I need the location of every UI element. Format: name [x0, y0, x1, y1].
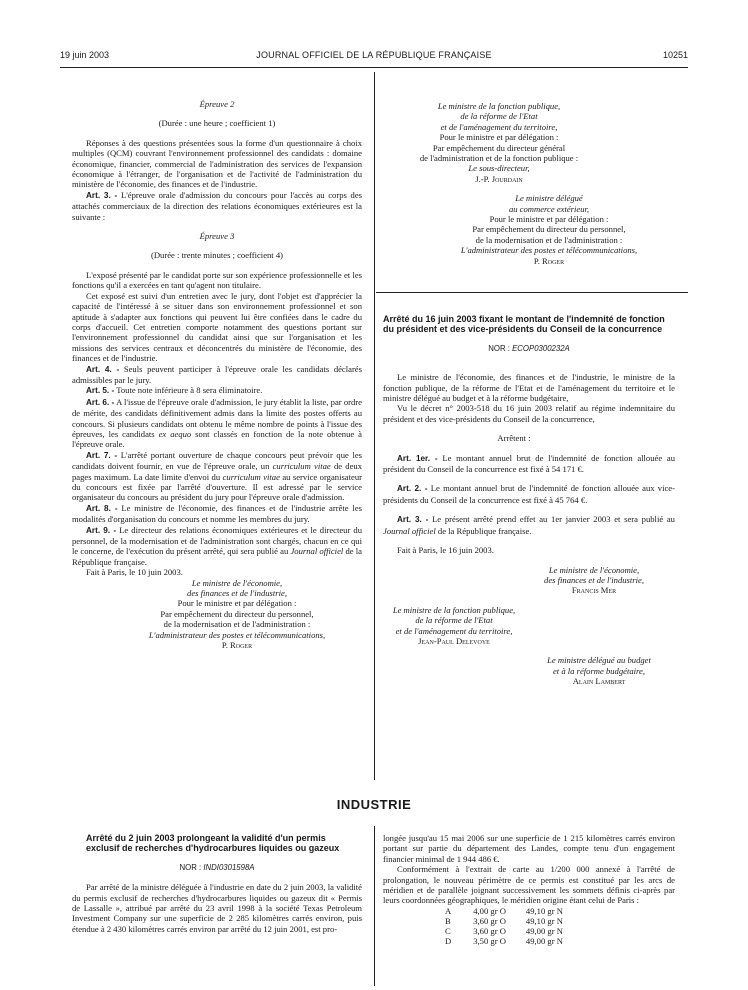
epreuve-2-duration: (Durée : une heure ; coefficient 1) — [158, 118, 276, 129]
signature-line: et à la réforme budgétaire, — [552, 665, 646, 676]
decree-arretent: Arrêtent : — [497, 433, 531, 444]
decree-article-1: Art. 1er. - Le montant annuel brut de l'indemnité de fonction allouée au président du Conseil de la concurrence est fixé à 54 171 €. — [383, 452, 675, 475]
signature-line: Le sous-directeur, — [468, 163, 530, 174]
signature-line: Par empêchement du directeur général — [432, 142, 566, 153]
column-divider-top — [374, 72, 375, 780]
article-5: Art. 5. - Toute note inférieure à 8 sera éliminatoire. — [86, 385, 263, 396]
signature-line: de la modernisation et de l'administration : — [475, 234, 623, 245]
signatory-name: Francis Mer — [571, 585, 617, 596]
article-9: Art. 9. - Le directeur des relations économiques extérieures et le directeur du personnel, de la modernisation et de l'administration sont chargés, chacun en ce qui le concerne, de l'exécution du présent arrêté, qui sera publié au Journal officiel de la République française. — [72, 524, 362, 567]
signature-line: Le ministre de la fonction publique, — [437, 101, 561, 111]
summit-label: A — [445, 905, 452, 916]
signature-line: Par empêchement du directeur du personnel, — [472, 224, 626, 235]
signatory-name: Jean-Paul Delevoye — [418, 635, 490, 646]
signature-line: de la réforme de l'Etat — [460, 111, 538, 122]
signatory-name: P. Roger — [533, 255, 565, 266]
article-7: Art. 7. - L'arrêté portant ouverture de chaque concours peut prévoir que les candidats doivent fournir, en vue de l'épreuve orale, un curriculum vitae de deux pages maximum. La date limite d'envoi du curriculum vitae au service organisateur du concours est fixée par l'arrêté d'ouverture. Il est adressé par le service organisateur du concours au président du jury pour l'épreuve orale d'admission. — [72, 449, 363, 503]
signature-line: L'administrateur des postes et télécommunications, — [148, 629, 326, 640]
signature-block-commerce-exterieur — [383, 193, 675, 266]
coordinate-row — [445, 916, 569, 926]
latitude-cell: 49,10 gr N — [525, 915, 563, 926]
coordinate-row — [445, 926, 569, 936]
article-4: Art. 4. - Seuls peuvent participer à l'épreuve orale les candidats déclarés admissibles par le jury. — [72, 363, 362, 385]
signature-block-budget — [383, 655, 675, 686]
signature-line: L'administrateur des postes et télécommunications, — [460, 245, 638, 256]
epreuve-2-title: Épreuve 2 — [199, 99, 235, 109]
section-heading-industrie: INDUSTRIE — [336, 797, 412, 812]
epreuve-2-text: Réponses à des questions présentées sous la forme d'un questionnaire à choix multiples (QCM) couvrant l'environnement professionnel des candidats : domaine économique, financier, commercial de l'administration des services de l'expansion économique à l'étranger, de l'organisation et de l'activité de l'administration du ministère de l'économie, des finances et de l'industrie. — [72, 137, 362, 190]
signature-line: au commerce extérieur, — [508, 203, 590, 214]
longitude-cell: 3,60 gr O — [473, 915, 506, 926]
epreuve-3-para-1: L'exposé présenté par le candidat porte sur son expérience professionnelle et les fonctions qu'il a exercées en tant qu'agent non titulaire. — [72, 269, 362, 291]
decree-separator — [376, 292, 688, 293]
nor-reference: NOR : ECOP0300232A — [488, 343, 570, 353]
signature-line: Par empêchement du directeur du personnel, — [160, 608, 314, 619]
signature-line: et de l'aménagement du territoire, — [440, 121, 558, 132]
industrie-para-1: Par arrêté de la ministre déléguée à l'industrie en date du 2 juin 2003, la validité du permis exclusif de recherches d'hydrocarbures liquides ou gazeux dit « Permis de Lassalle », attribué par arrêté du 23 avril 1998 à la société Texas Petroleum Investment Company sur une superficie de 2 285 kilomètres carrés environ, puis étendue à 2 430 kilomètres carrés environ par arrêté du 12 juin 2001, est pro- — [72, 882, 362, 934]
signature-line: Le ministre délégué — [515, 193, 583, 204]
decree-article-2: Art. 2. - Le montant annuel brut de l'indemnité de fonction allouée aux vice-présidents du Conseil de la concurrence est fixé à 45 764 €. — [383, 483, 675, 505]
signature-block-fonction-publique — [383, 101, 675, 184]
coordinate-row — [445, 936, 569, 946]
decree-preamble: Le ministre de l'économie, des finances et de l'industrie, le ministre de la fonction publique, de la réforme de l'Etat et de l'aménagement du territoire et le ministre délégué au budget et à la réforme budgétaire, — [383, 372, 675, 404]
epreuve-3-para-2: Cet exposé est suivi d'un entretien avec le jury, dont l'objet est d'apprécier la capacité de l'intéressé à se situer dans son environnement professionnel et son aptitude à s'adapter aux fonctions qui peuvent lui être confiées dans le cadre du corps d'accueil. Cet entretien comporte notamment des questions portant sur l'environnement professionnel du candidat ainsi que sur l'organisation et les missions des services centraux et déconcentrés du ministère de l'économie, des finances et de l'industrie. — [72, 290, 362, 364]
latitude-cell: 49,00 gr N — [525, 935, 563, 946]
signature-line: Le ministre de l'économie, — [191, 577, 283, 588]
coordinates-table — [445, 906, 569, 946]
signature-line: Pour le ministre et par délégation : — [439, 132, 559, 143]
signature-block-economie — [383, 565, 675, 596]
decree-signed-at: Fait à Paris, le 16 juin 2003. — [397, 545, 494, 556]
decree-vu: Vu le décret n° 2003-518 du 16 juin 2003 relatif au régime indemnitaire du président et des vice-présidents du Conseil de la concurrence, — [383, 403, 675, 424]
signature-line: de l'administration et de la fonction publique : — [419, 153, 579, 164]
signature-line: Le ministre délégué au budget — [547, 655, 651, 666]
industrie-left-column — [72, 833, 362, 934]
coordinate-row — [445, 906, 569, 916]
right-column — [383, 101, 675, 266]
column-divider-bottom — [374, 826, 375, 986]
signatory-name: Alain Lambert — [572, 676, 626, 687]
decree-concurrence — [383, 314, 675, 687]
summit-label: C — [445, 925, 451, 936]
industrie-right-column — [383, 833, 675, 946]
signatory-name: P. Roger — [221, 640, 253, 651]
longitude-cell: 4,00 gr O — [473, 905, 506, 916]
latitude-cell: 49,10 gr N — [525, 905, 563, 916]
header-page-number: 10251 — [662, 50, 688, 60]
signed-at: Fait à Paris, le 10 juin 2003. — [86, 567, 183, 578]
epreuve-3-duration: (Durée : trente minutes ; coefficient 4) — [150, 250, 284, 261]
signature-line: des finances et de l'industrie, — [544, 574, 644, 585]
signature-block-fonction-publique-2 — [383, 605, 675, 647]
article-6: Art. 6. - A l'issue de l'épreuve orale d'admission, le jury établit la liste, par ordre de mérite, des candidats définitivement admis dans la limite des postes offerts au concours. Si plusieurs candidats ont obtenu le même nombre de points à l'issue des épreuves, les candidats ex aequo sont classés en fonction de la note obtenue à l'épreuve orale. — [72, 396, 362, 450]
longitude-cell: 3,60 gr O — [473, 925, 506, 936]
header-title: JOURNAL OFFICIEL DE LA RÉPUBLIQUE FRANÇAISE — [256, 50, 492, 60]
header-date: 19 juin 2003 — [60, 50, 110, 60]
signature-line: Pour le ministre et par délégation : — [489, 214, 609, 225]
article-8: Art. 8. - Le ministre de l'économie, des finances et de l'industrie arrête les modalités d'organisation du concours et nomme les membres du jury. — [72, 502, 362, 525]
longitude-cell: 3,50 gr O — [473, 935, 506, 946]
signature-line: des finances et de l'industrie, — [187, 588, 287, 599]
latitude-cell: 49,00 gr N — [525, 925, 563, 936]
signature-line: et de l'aménagement du territoire, — [395, 625, 513, 636]
signature-line: Pour le ministre et par délégation : — [177, 598, 297, 609]
signatory-name: J.-P. Jourdain — [475, 173, 523, 184]
epreuve-3-title: Épreuve 3 — [199, 231, 235, 242]
left-column — [72, 99, 362, 651]
header-rule — [60, 67, 688, 68]
page-header — [0, 50, 748, 64]
article-3: Art. 3. - L'épreuve orale d'admission du concours pour l'accès au corps des attachés commerciaux de la direction des relations économiques extérieures est la suivante : — [72, 189, 362, 222]
industrie-para-2: longée jusqu'au 15 mai 2006 sur une superficie de 1 215 kilomètres carrés environ portant sur partie du département des Landes, compte tenu d'un engagement financier minimal de 1 944 486 €. — [383, 833, 675, 864]
industrie-decree-title: Arrêté du 2 juin 2003 prolongeant la validité d'un permis exclusif de recherches d'hydrocarbures liquides ou gazeux — [86, 833, 340, 854]
decree-title: Arrêté du 16 juin 2003 fixant le montant de l'indemnité de fonction du président et des vice-présidents du Conseil de la concurrence — [383, 314, 665, 335]
industrie-nor-reference: NOR : INDI0301598A — [179, 862, 255, 872]
signature-line: Le ministre de la fonction publique, — [392, 604, 516, 615]
signature-line: Le ministre de l'économie, — [548, 564, 640, 575]
decree-article-3: Art. 3. - Le présent arrêté prend effet au 1er janvier 2003 et sera publié au Journal officiel de la République française. — [383, 514, 675, 536]
signature-line: de la modernisation et de l'administration : — [163, 619, 311, 630]
signature-block-left — [72, 578, 362, 651]
summit-label: B — [445, 915, 451, 926]
industrie-para-3: Conformément à l'extrait de carte au 1/200 000 annexé à l'arrêté de prolongation, le nouveau périmètre de ce permis est constitué par les arcs de méridien et de parallèle joignant successivement les sommets définis ci-après par leurs coordonnées géographiques, le méridien origine étant celui de Paris : — [383, 864, 675, 906]
signature-line: de la réforme de l'Etat — [415, 615, 493, 626]
summit-label: D — [445, 935, 452, 946]
